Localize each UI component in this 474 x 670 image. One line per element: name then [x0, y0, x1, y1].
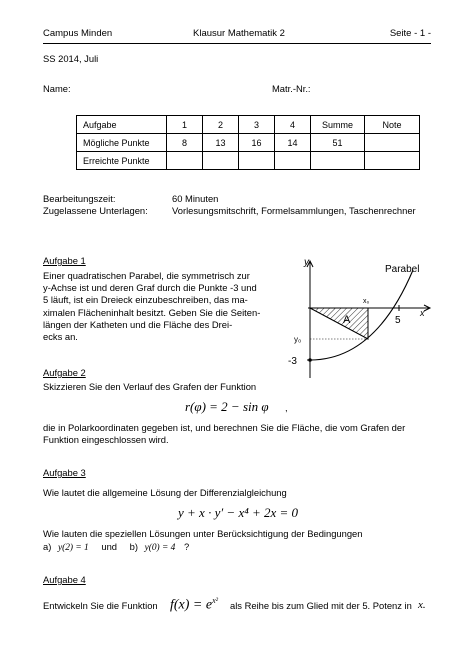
- header-title: Klausur Mathematik 2: [193, 28, 285, 39]
- task1-line: Einer quadratischen Parabel, die symmetrisch zur: [43, 270, 250, 281]
- header-rule: [43, 43, 431, 44]
- y0-label: y₀: [294, 335, 302, 344]
- score-table: [76, 115, 420, 170]
- task2-line: Funktion eingeschlossen wird.: [43, 434, 169, 446]
- time-label: Bearbeitungszeit:: [43, 193, 116, 204]
- matr-label: Matr.-Nr.:: [272, 83, 311, 94]
- parabola-sketch: [280, 250, 440, 380]
- name-label: Name:: [43, 83, 71, 94]
- task2-formula-suffix: ,: [285, 402, 288, 413]
- cond-und: und: [101, 541, 118, 552]
- tick-m3-label: -3: [288, 356, 297, 367]
- table-cell: 4: [275, 116, 311, 134]
- task2-formula: r(φ) = 2 − sin φ: [185, 399, 269, 414]
- task1-line: 5 läuft, ist ein Dreieck einzubeschreiben, das ma-: [43, 294, 248, 306]
- table-cell: [203, 152, 239, 170]
- table-cell: 1: [167, 116, 203, 134]
- task2-intro: Skizzieren Sie den Verlauf des Grafen der Funktion: [43, 381, 257, 392]
- task2-title: Aufgabe 2: [43, 367, 86, 378]
- table-row: [77, 152, 420, 170]
- table-cell: Summe: [311, 116, 365, 134]
- table-cell: 8: [167, 134, 203, 152]
- cond-b: y(0) = 4: [144, 543, 176, 553]
- semester: SS 2014, Juli: [43, 53, 99, 64]
- cond-a: y(2) = 1: [57, 543, 89, 553]
- task3-formula: y + x · y′ − x⁴ + 2x = 0: [178, 505, 299, 520]
- triangle-area: [310, 308, 368, 339]
- table-cell: Note: [365, 116, 420, 134]
- cond-b-prefix: b): [129, 541, 138, 552]
- tick-5-label: 5: [395, 315, 401, 326]
- task3-conditions: [43, 541, 189, 553]
- y-axis-label: y: [304, 257, 309, 268]
- task4-title: Aufgabe 4: [43, 574, 86, 585]
- aids-value: Vorlesungsmitschrift, Formelsammlungen, Taschenrechner: [172, 205, 416, 216]
- table-cell: [365, 134, 420, 152]
- table-cell: 51: [311, 134, 365, 152]
- page-header: [43, 28, 431, 42]
- task1-title: Aufgabe 1: [43, 255, 86, 266]
- area-label: A: [343, 314, 351, 326]
- task1-line: längen der Katheten und die Fläche des Drei-: [43, 318, 233, 330]
- task4-suffix: als Reihe bis zum Glied mit der 5. Potenz in: [230, 600, 412, 611]
- task4-prefix: Entwickeln Sie die Funktion: [43, 600, 158, 611]
- table-cell: [275, 152, 311, 170]
- task1-line: ecks an.: [43, 331, 78, 343]
- curve-label: Parabel: [385, 264, 420, 275]
- header-campus: Campus Minden: [43, 28, 113, 39]
- table-cell: [239, 152, 275, 170]
- x0-label: x₀: [363, 298, 370, 305]
- table-row: [77, 134, 420, 152]
- header-page: Seite - 1 -: [389, 28, 431, 39]
- table-cell: Aufgabe: [77, 116, 167, 134]
- task3-question: Wie lauten die speziellen Lösungen unter Berücksichtigung der Bedingungen: [43, 528, 363, 539]
- task4-formula: [170, 596, 218, 614]
- task1-text: [43, 270, 268, 343]
- task4-var: x.: [418, 599, 426, 611]
- time-value: 60 Minuten: [172, 193, 219, 204]
- x-axis-label: x: [420, 308, 425, 318]
- table-cell: 16: [239, 134, 275, 152]
- vertex-point: [308, 358, 312, 362]
- task1-line: ximalen Flächeninhalt besitzt. Geben Sie die Seiten-: [43, 306, 261, 318]
- task3-intro: Wie lautet die allgemeine Lösung der Differenzialgleichung: [43, 487, 287, 498]
- table-cell: [311, 152, 365, 170]
- table-row: [77, 116, 420, 134]
- aids-label: Zugelassene Unterlagen:: [43, 205, 148, 216]
- table-cell: 13: [203, 134, 239, 152]
- table-cell: 3: [239, 116, 275, 134]
- task4-formula-base: f(x) = e: [170, 597, 213, 613]
- cond-q: ?: [183, 541, 190, 552]
- table-cell: Mögliche Punkte: [77, 134, 167, 152]
- task4-exponent: x²: [212, 596, 219, 605]
- task1-line: y-Achse ist und deren Graf durch die Punkte -3 und: [43, 282, 257, 294]
- table-cell: [167, 152, 203, 170]
- task2-line: die in Polarkoordinaten gegeben ist, und berechnen Sie die Fläche, die vom Grafen der: [43, 422, 406, 433]
- task2-text: [43, 422, 431, 446]
- table-cell: Erreichte Punkte: [77, 152, 167, 170]
- cond-a-prefix: a): [43, 541, 52, 552]
- table-cell: [365, 152, 420, 170]
- task3-title: Aufgabe 3: [43, 467, 86, 478]
- table-cell: 2: [203, 116, 239, 134]
- table-cell: 14: [275, 134, 311, 152]
